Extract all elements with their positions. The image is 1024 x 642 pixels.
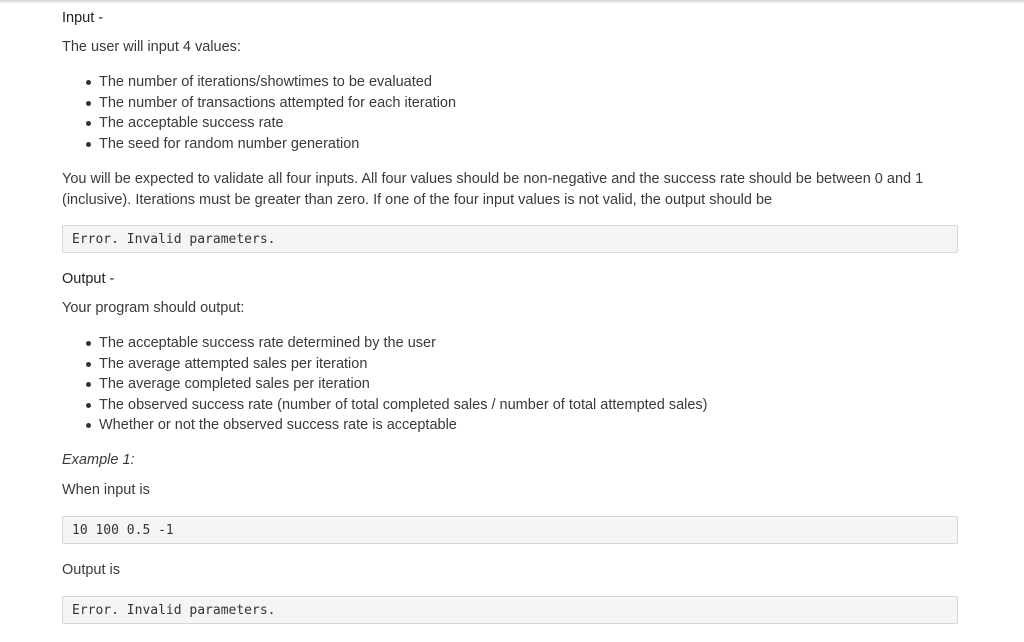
output-intro: Your program should output: bbox=[62, 300, 245, 316]
list-item: The number of iterations/showtimes to be evaluated bbox=[99, 72, 456, 93]
list-item: The acceptable success rate bbox=[99, 113, 456, 134]
example-1-input-label: When input is bbox=[62, 482, 150, 498]
example-1-output-label: Output is bbox=[62, 562, 121, 578]
example-1-title: Example 1: bbox=[62, 452, 135, 468]
list-item: The observed success rate (number of total completed sales / number of total attempted sales) bbox=[99, 395, 708, 416]
example-1-input-code: 10 100 0.5 -1 bbox=[62, 516, 958, 544]
input-intro: The user will input 4 values: bbox=[62, 39, 241, 55]
output-heading: Output - bbox=[62, 271, 115, 287]
list-item: Whether or not the observed success rate is acceptable bbox=[99, 415, 708, 436]
input-list bbox=[62, 72, 456, 154]
validation-line-2: (inclusive). Iterations must be greater than zero. If one of the four input values is not valid, the output should be bbox=[62, 192, 773, 208]
example-1-output-code: Error. Invalid parameters. bbox=[62, 596, 958, 624]
validation-line-1: You will be expected to validate all four inputs. All four values should be non-negative and the success rate should be between 0 and 1 bbox=[62, 171, 924, 187]
list-item: The number of transactions attempted for each iteration bbox=[99, 93, 456, 114]
validation-paragraph bbox=[62, 169, 960, 211]
top-shadow-divider bbox=[0, 0, 1024, 4]
list-item: The seed for random number generation bbox=[99, 134, 456, 155]
list-item: The average completed sales per iteration bbox=[99, 374, 708, 395]
list-item: The acceptable success rate determined by the user bbox=[99, 333, 708, 354]
error-code-block: Error. Invalid parameters. bbox=[62, 225, 958, 253]
list-item: The average attempted sales per iteration bbox=[99, 354, 708, 375]
input-heading: Input - bbox=[62, 10, 104, 26]
output-list bbox=[62, 333, 708, 436]
